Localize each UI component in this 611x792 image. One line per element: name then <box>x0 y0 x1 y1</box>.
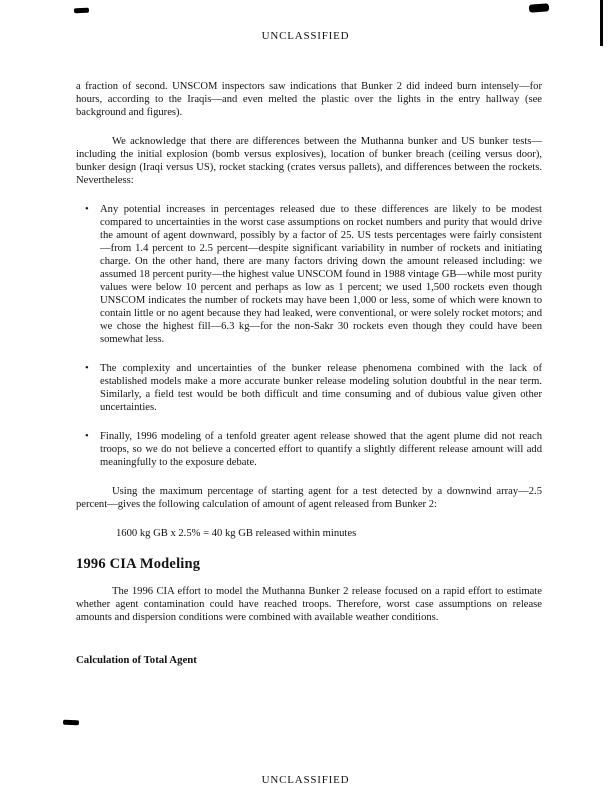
paragraph-acknowledge: We acknowledge that there are differences between the Muthanna bunker and US bunker tests—including the initial explosion (bomb versus explosives), location of bunker breach (ceiling versus door), bunker design (Iraqi versus US), rocket stacking (crates versus pallets), and differences between the rockets. Nevertheless: <box>76 136 542 186</box>
classification-header: UNCLASSIFIED <box>261 30 350 42</box>
bullet-item <box>76 203 542 346</box>
agent-release-equation: 1600 kg GB x 2.5% = 40 kg GB released within minutes <box>116 528 357 539</box>
bullet-text: Finally, 1996 modeling of a tenfold greater agent release showed that the agent plume did not reach troops, so we do not believe a concerted effort to quantify a slightly different release amount will add meaningfully to the exposure debate. <box>100 431 542 468</box>
scan-artifact-bottom-left <box>63 720 79 726</box>
section-heading-1996-cia-modeling: 1996 CIA Modeling <box>76 556 201 572</box>
bullet-marker: • <box>85 363 89 374</box>
classification-footer: UNCLASSIFIED <box>261 774 350 786</box>
paragraph-cia-effort: The 1996 CIA effort to model the Muthanna Bunker 2 release focused on a rapid effort to estimate whether agent contamination could have reached troops. Therefore, worst case assumptions on release amounts and dispersion conditions were combined with available weather conditions. <box>76 586 542 623</box>
scan-artifact-top-right <box>529 3 550 12</box>
paragraph-calculation-intro: Using the maximum percentage of starting agent for a test detected by a downwind array—2.5 percent—gives the following calculation of amount of agent released from Bunker 2: <box>76 486 542 510</box>
bullet-item <box>76 430 542 469</box>
scan-artifact-top-left <box>74 8 89 14</box>
bullet-list <box>76 203 542 469</box>
bullet-marker: • <box>85 431 89 442</box>
bullet-text: The complexity and uncertainties of the bunker release phenomena combined with the lack of established models make a more accurate bunker release modeling solution doubtful in the near term. Similarly, a field test would be both difficult and time consuming and of dubious value given other uncertainties. <box>100 363 542 413</box>
bullet-marker: • <box>85 204 89 215</box>
sub-heading-calculation-of-total-agent: Calculation of Total Agent <box>76 654 197 666</box>
bullet-text: Any potential increases in percentages released due to these differences are likely to be modest compared to uncertainties in the worst case assumptions on rocket numbers and purity that would drive the amount of agent downward, possibly by a factor of 25. US tests percentages were fairly consistent—from 1.4 percent to 2.5 percent—despite significant variability in number of rockets and initiating charge. On the other hand, there are many factors driving down the amount released including: we assumed 18 percent purity—the highest value UNSCOM found in 1988 vintage GB—while most purity values were below 10 percent and perhaps as low as 1 percent; we used 1,500 rockets even though UNSCOM indicates the number of rockets may have been 1,000 or less, some of which were known to contain little or no agent because they had leaked, were conventional, or were solely rocket motors; and we chose the highest fill—6.3 kg—for the non-Sakr 30 rockets even though they could have been somewhat less. <box>100 204 542 345</box>
paragraph-continued: a fraction of second. UNSCOM inspectors saw indications that Bunker 2 did indeed burn intensely—for hours, according to the Iraqis—and even melted the plastic over the lights in the entry hallway (see background and figures). <box>76 81 542 118</box>
document-body <box>76 80 542 667</box>
bullet-item <box>76 362 542 414</box>
